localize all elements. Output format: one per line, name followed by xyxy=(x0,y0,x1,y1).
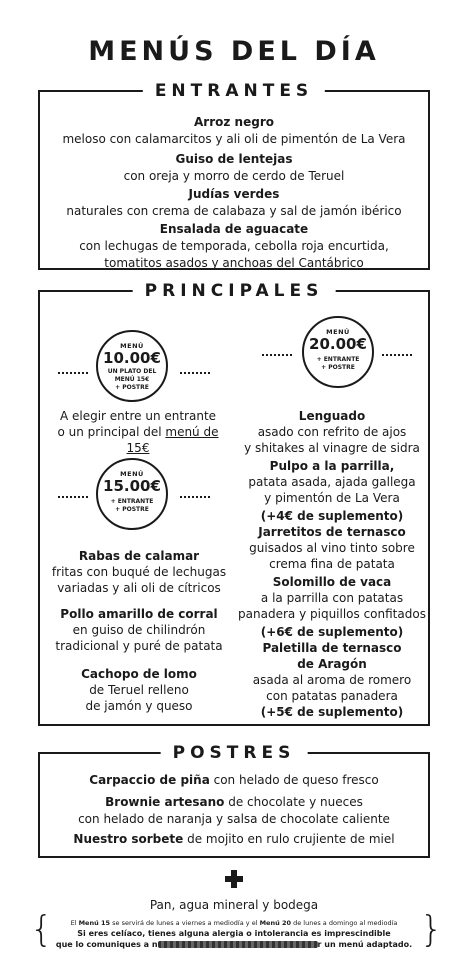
dessert-carpaccio xyxy=(40,772,428,789)
principales-heading: PRINCIPALES xyxy=(133,281,336,301)
dish-name: Lenguado xyxy=(298,409,366,423)
dessert-brownie xyxy=(40,794,428,828)
menu-note: + ENTRANTE xyxy=(316,356,360,363)
dish-name: Pollo amarillo de corral xyxy=(60,607,218,621)
dish-jarretitos-ternasco xyxy=(236,524,428,572)
dessert-desc: de chocolate y nueces xyxy=(224,795,363,809)
dish-desc: crema fina de patata xyxy=(269,557,395,571)
dotted-line xyxy=(382,354,412,356)
dish-desc: panadera y piquillos confitados xyxy=(238,607,426,621)
dish-name: Guiso de lentejas xyxy=(175,152,293,166)
menu-10-badge xyxy=(96,330,168,402)
dish-name: Judías verdes xyxy=(188,187,280,201)
dish-cachopo-lomo xyxy=(44,666,234,714)
entrantes-section xyxy=(38,81,430,270)
menu-note: + POSTRE xyxy=(115,384,149,391)
dish-supplement: (+5€ de suplemento) xyxy=(260,705,404,719)
dish-desc: tradicional y puré de patata xyxy=(55,639,223,653)
dish-name: de Aragón xyxy=(297,657,367,671)
dish-desc: a la parrilla con patatas xyxy=(260,591,404,605)
dish-desc: guisados al vino tinto sobre xyxy=(249,541,415,555)
menu-note: + POSTRE xyxy=(321,364,355,371)
dessert-desc: con helado de naranja y salsa de chocolate caliente xyxy=(78,812,390,826)
dish-desc: tomatitos asados y anchoas del Cantábrico xyxy=(104,256,364,270)
menu-label: MENÚ xyxy=(120,342,144,350)
dish-paletilla-ternasco xyxy=(236,640,428,720)
dish-desc: meloso con calamarcitos y ali oli de pimentón de La Vera xyxy=(62,132,406,146)
menu-15-badge xyxy=(96,458,168,530)
menu-label: MENÚ xyxy=(120,470,144,478)
dish-arroz-negro xyxy=(40,114,428,148)
dish-judias-verdes xyxy=(40,186,428,220)
page-title: MENÚS DEL DÍA xyxy=(88,36,380,67)
dish-pollo-amarillo xyxy=(44,606,234,654)
dotted-line xyxy=(180,372,210,374)
dish-name: Paletilla de ternasco xyxy=(262,641,402,655)
allergy-notice xyxy=(48,918,420,950)
entrantes-heading: ENTRANTES xyxy=(143,81,325,101)
dish-desc: fritas con buqué de lechugas xyxy=(51,565,227,579)
postres-section xyxy=(38,743,430,858)
plus-icon xyxy=(225,870,243,888)
schedule-note: El Menú 15 se servirá de lunes a viernes a mediodía y el Menú 20 de lunes a domingo al mediodía xyxy=(70,919,398,927)
dotted-line xyxy=(58,496,88,498)
menu-15-link[interactable]: menú de 15€ xyxy=(126,425,219,455)
dish-pulpo-parrilla xyxy=(236,458,428,524)
dish-desc: variadas y ali oli de cítricos xyxy=(57,581,221,595)
dish-solomillo-vaca xyxy=(236,574,428,640)
dessert-name: Brownie artesano xyxy=(105,795,225,809)
menu-note: + ENTRANTE xyxy=(110,498,154,505)
dish-desc: y pimentón de La Vera xyxy=(264,491,400,505)
dotted-line xyxy=(58,372,88,374)
dotted-line xyxy=(180,496,210,498)
dish-rabas-calamar xyxy=(44,548,234,596)
dessert-desc: de mojito en rulo crujiente de miel xyxy=(183,832,395,846)
dish-desc: con lechugas de temporada, cebolla roja encurtida, xyxy=(79,239,389,253)
redacted-text xyxy=(158,941,318,948)
menu-price: 15.00€ xyxy=(103,477,161,495)
dish-supplement: (+6€ de suplemento) xyxy=(260,625,404,639)
dish-desc: con oreja y morro de cerdo de Teruel xyxy=(123,169,345,183)
allergy-line: que lo comuniques a n r un menú adaptado. xyxy=(55,940,413,949)
extras-text: Pan, agua mineral y bodega xyxy=(149,898,319,912)
dish-name: Jarretitos de ternasco xyxy=(258,525,406,539)
dish-guiso-lentejas xyxy=(40,151,428,185)
dish-desc: asada al aroma de romero xyxy=(252,673,412,687)
dessert-name: Carpaccio de piña xyxy=(89,773,210,787)
dish-name: Pulpo a la parrilla, xyxy=(269,459,395,473)
menu-note: + POSTRE xyxy=(115,506,149,513)
dish-desc: en guiso de chilindrón xyxy=(72,623,206,637)
dessert-name: Nuestro sorbete xyxy=(73,832,184,846)
menu-note: MENÚ 15€ xyxy=(114,376,150,383)
menu-10-description xyxy=(48,408,228,456)
dish-name: Arroz negro xyxy=(194,115,274,129)
dish-desc: asado con refrito de ajos xyxy=(257,425,407,439)
menu-label: MENÚ xyxy=(326,328,350,336)
postres-heading: POSTRES xyxy=(161,743,308,763)
dish-name: Cachopo de lomo xyxy=(81,667,197,681)
dish-desc: de jamón y queso xyxy=(85,699,193,713)
dish-name: Solomillo de vaca xyxy=(272,575,392,589)
left-brace-icon: { xyxy=(30,909,53,950)
menu-note: UN PLATO DEL xyxy=(107,368,157,375)
dish-desc: naturales con crema de calabaza y sal de jamón ibérico xyxy=(66,204,402,218)
description-line: A elegir entre un entrante xyxy=(59,409,217,423)
dessert-sorbete xyxy=(40,831,428,848)
description-line xyxy=(48,424,228,456)
dish-ensalada-aguacate xyxy=(40,221,428,272)
allergy-line: Si eres celíaco, tienes alguna alergia o intolerancia es imprescindible xyxy=(77,929,391,938)
dish-desc: y shitakes al vinagre de sidra xyxy=(244,441,420,455)
dish-desc: con patatas panadera xyxy=(266,689,398,703)
principales-section xyxy=(38,281,430,726)
description-text: o un principal del xyxy=(57,425,166,439)
dotted-line xyxy=(262,354,292,356)
dish-supplement: (+4€ de suplemento) xyxy=(260,509,404,523)
menu-20-badge xyxy=(302,316,374,388)
right-brace-icon: } xyxy=(420,909,443,950)
dish-name: Ensalada de aguacate xyxy=(159,222,309,236)
dish-desc: de Teruel relleno xyxy=(89,683,189,697)
dessert-desc: con helado de queso fresco xyxy=(209,773,379,787)
dish-lenguado xyxy=(236,408,428,456)
menu-price: 20.00€ xyxy=(309,335,367,353)
dish-name: Rabas de calamar xyxy=(78,549,200,563)
menu-price: 10.00€ xyxy=(103,349,161,367)
dish-desc: patata asada, ajada gallega xyxy=(248,475,416,489)
